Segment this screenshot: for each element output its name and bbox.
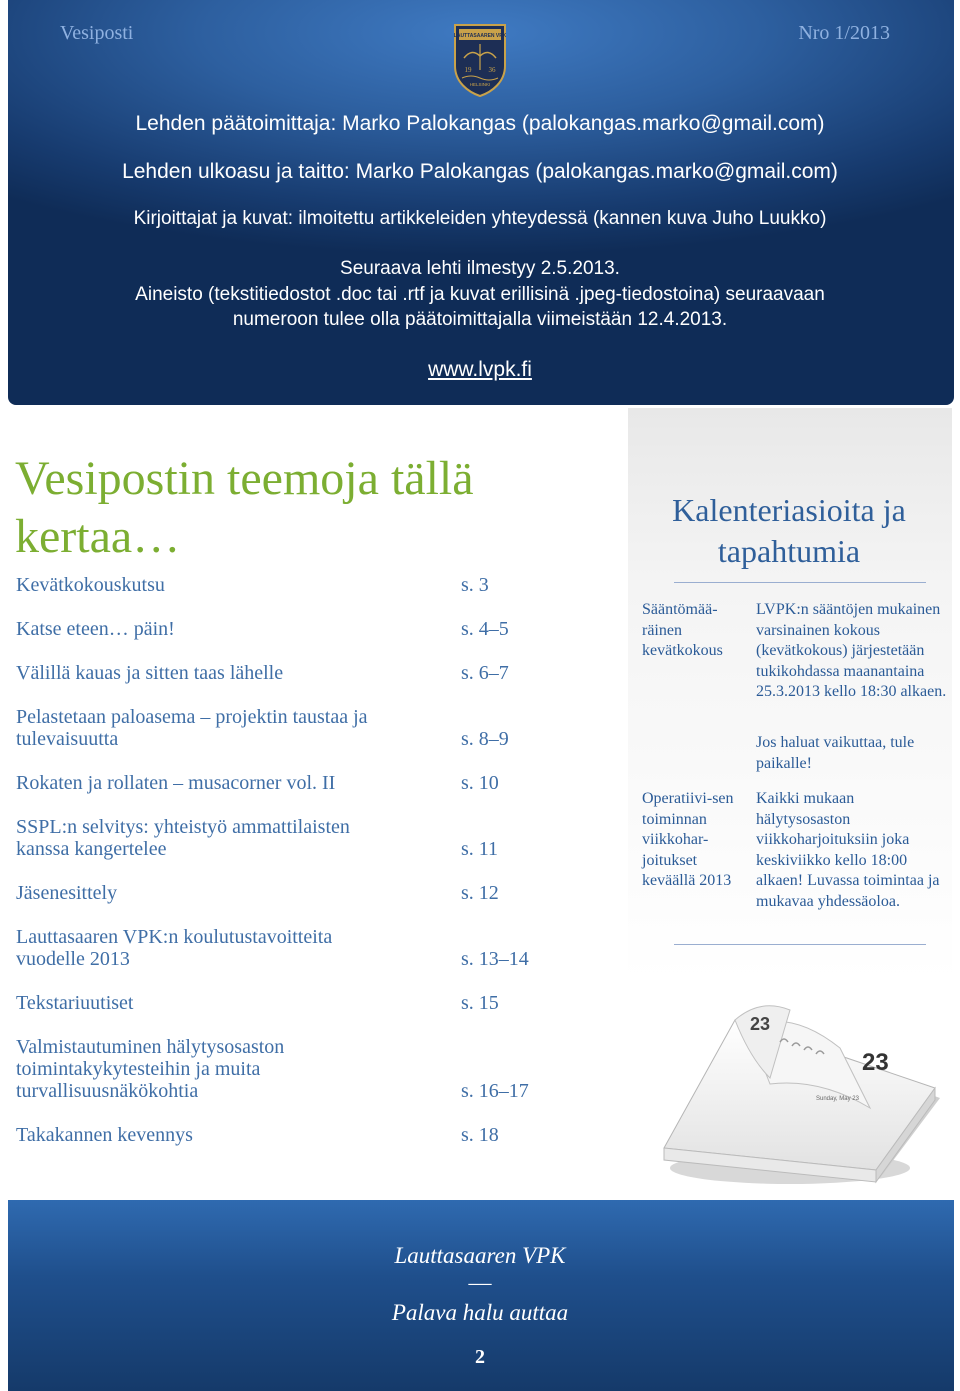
event-label: Operatiivi-sen toiminnan viikkohar-joitukset keväällä 2013: [642, 790, 734, 889]
credit-layout: Lehden ulkoasu ja taitto: Marko Palokangas (palokangas.marko@gmail.com): [122, 160, 838, 183]
toc-item-page: s. 3: [461, 574, 489, 596]
next-issue-date: Seuraava lehti ilmestyy 2.5.2013.: [340, 258, 620, 279]
toc-item-text: Lauttasaaren VPK:n koulutustavoitteita vuodelle 2013: [16, 926, 333, 970]
toc-item: [16, 1124, 536, 1146]
event-description: LVPK:n sääntöjen mukainen varsinainen kokous (kevätkokous) järjestetään tukikohdassa maanantaina 25.3.2013 kello 18:30 alkaen.: [756, 601, 947, 700]
svg-text:LAUTTASAAREN VPK: LAUTTASAAREN VPK: [453, 33, 507, 39]
lvpk-emblem-logo: [452, 22, 508, 98]
page-number: 2: [475, 1346, 485, 1368]
toc-item-text: SSPL:n selvitys: yhteistyö ammattilaisten kanssa kangertelee: [16, 816, 350, 860]
toc-item-page: s. 16–17: [461, 1080, 529, 1102]
toc-item-page: s. 15: [461, 992, 499, 1014]
toc-item-page: s. 4–5: [461, 618, 509, 640]
toc-item: [16, 926, 536, 970]
material-deadline-line1: Aineisto (tekstitiedostot .doc tai .rtf ja kuvat erillisinä .jpeg-tiedostoina) seuraavaan: [135, 284, 825, 305]
svg-text:HELSINKI: HELSINKI: [469, 82, 491, 87]
website-link[interactable]: www.lvpk.fi: [428, 358, 532, 381]
credit-writers: Kirjoittajat ja kuvat: ilmoitettu artikkeleiden yhteydessä (kannen kuva Juho Luukko): [133, 208, 827, 229]
toc-item-text: Valmistautuminen hälytysosaston toimintakykytesteihin ja muita turvallisuusnäkökohtia: [16, 1036, 285, 1102]
toc-item-page: s. 13–14: [461, 948, 529, 970]
toc-item-text: Katse eteen… päin!: [16, 618, 175, 640]
toc-item-page: s. 6–7: [461, 662, 509, 684]
toc-item-page: s. 18: [461, 1124, 499, 1146]
toc-item-text: Pelastetaan paloasema – projektin taustaa ja tulevaisuutta: [16, 706, 368, 750]
issue-number: Nro 1/2013: [798, 22, 890, 44]
svg-text:19: 19: [464, 66, 472, 74]
event-description: Kaikki mukaan hälytysosaston viikkoharjoituksiin joka keskiviikko kello 18:00 alkaen! Luvassa toimintaa ja mukavaa yhdessäoloa.: [756, 790, 940, 910]
toc-title: Vesipostin teemoja tällä kertaa…: [15, 452, 474, 563]
toc-item: [16, 706, 536, 750]
toc-item-text: Tekstariuutiset: [16, 992, 134, 1014]
toc-item: [16, 816, 536, 860]
event-label: Sääntömää-räinen kevätkokous: [642, 601, 723, 659]
material-deadline-line2: numeroon tulee olla päätoimittajalla viimeistään 12.4.2013.: [232, 309, 728, 330]
toc-item-page: s. 12: [461, 882, 499, 904]
toc-item-text: Takakannen kevennys: [16, 1124, 193, 1146]
calendar-date-number: 23: [750, 1014, 771, 1034]
toc-item-page: s. 10: [461, 772, 499, 794]
toc-item-page: s. 11: [461, 838, 499, 860]
calendar-title: Kalenteriasioita ja tapahtumia: [672, 492, 906, 569]
toc-item: [16, 882, 536, 904]
footer-organization: Lauttasaaren VPK: [394, 1243, 566, 1268]
toc-item-page: s. 8–9: [461, 728, 509, 750]
toc-item-text: Rokaten ja rollaten – musacorner vol. II: [16, 772, 336, 794]
toc-item-text: Kevätkokouskutsu: [16, 574, 165, 596]
footer-slogan: Palava halu auttaa: [391, 1300, 569, 1325]
desk-calendar-image: [640, 988, 945, 1193]
publication-title: Vesiposti: [60, 22, 134, 44]
toc-item: [16, 1036, 536, 1102]
calendar-caption: Sunday, May 23: [816, 1096, 859, 1102]
toc-item: [16, 574, 536, 596]
toc-item: [16, 992, 536, 1014]
toc-item-text: Jäsenesittely: [16, 882, 118, 904]
toc-item: [16, 772, 536, 794]
credit-editor: Lehden päätoimittaja: Marko Palokangas (palokangas.marko@gmail.com): [135, 112, 825, 135]
event-description-note: Jos haluat vaikuttaa, tule paikalle!: [756, 734, 915, 772]
svg-text:36: 36: [488, 66, 496, 74]
calendar-divider-top: [674, 582, 926, 583]
toc-item: [16, 618, 536, 640]
footer-dash: —: [468, 1270, 492, 1295]
calendar-date-number: 23: [862, 1049, 889, 1076]
toc-item-text: Välillä kauas ja sitten taas lähelle: [16, 662, 284, 684]
calendar-divider-bottom: [674, 944, 926, 945]
toc-item: [16, 662, 536, 684]
